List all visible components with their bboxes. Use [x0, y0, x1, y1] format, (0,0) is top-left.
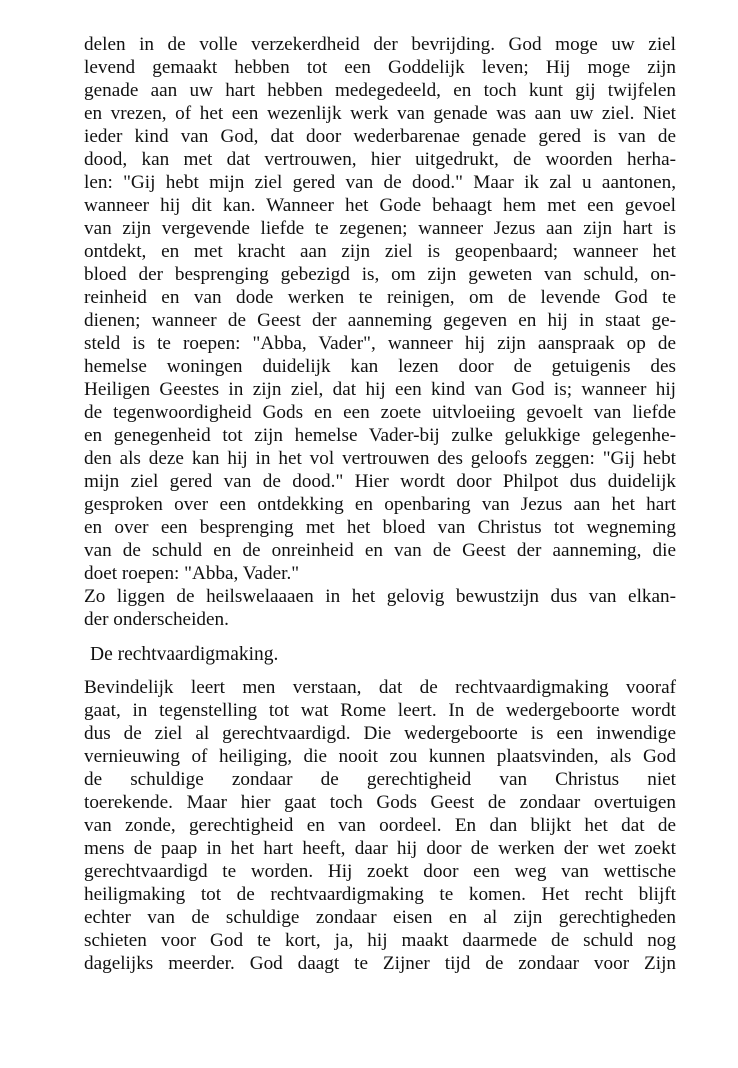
text-line: der onderscheiden.: [84, 609, 229, 630]
text-line: bloed der besprenging gebezigd is, om zijn geweten van schuld, on-: [84, 264, 676, 285]
text-line: dienen; wanneer de Geest der aanneming gegeven en hij in staat ge-: [84, 310, 676, 331]
text-line: delen in de volle verzekerdheid der bevrijding. God moge uw ziel: [84, 34, 676, 55]
text-line: de tegenwoordigheid Gods en een zoete uitvloeiing gevoelt van liefde: [84, 402, 676, 423]
text-line: ontdekt, en met kracht aan zijn ziel is geopenbaard; wanneer het: [84, 241, 676, 262]
text-line: wanneer hij dit kan. Wanneer het Gode behaagt hem met een gevoel: [84, 195, 676, 216]
text-line: ieder kind van God, dat door wederbarenae genade gered is van de: [84, 126, 676, 147]
text-line: dus de ziel al gerechtvaardigd. Die wedergeboorte is een inwendige: [84, 723, 676, 744]
text-line: echter van de schuldige zondaar eisen en al zijn gerechtigheden: [84, 907, 676, 928]
text-line: mens de paap in het hart heeft, daar hij door de werken der wet zoekt: [84, 838, 676, 859]
text-line: len: "Gij hebt mijn ziel gered van de dood." Maar ik zal u aantonen,: [84, 172, 676, 193]
text-line: vernieuwing of heiliging, die nooit zou kunnen plaatsvinden, als God: [84, 746, 676, 767]
text-line: van de schuld en de onreinheid en van de Geest der aanneming, die: [84, 540, 676, 561]
text-line: gesproken over een ontdekking en openbaring van Jezus aan het hart: [84, 494, 676, 515]
text-line: dood, kan met dat vertrouwen, hier uitgedrukt, de woorden herha-: [84, 149, 676, 170]
text-line: Heiligen Geestes in zijn ziel, dat hij een kind van God is; wanneer hij: [84, 379, 676, 400]
text-line: heiligmaking tot de rechtvaardigmaking te komen. Het recht blijft: [84, 884, 676, 905]
text-line: levend gemaakt hebben tot een Goddelijk leven; Hij moge zijn: [84, 57, 676, 78]
text-line: mijn ziel gered van de dood." Hier wordt door Philpot dus duidelijk: [84, 471, 676, 492]
text-line: Bevindelijk leert men verstaan, dat de rechtvaardigmaking vooraf: [84, 677, 676, 698]
text-line: en vrezen, of het een wezenlijk werk van genade was aan uw ziel. Niet: [84, 103, 676, 124]
text-line: de schuldige zondaar de gerechtigheid van Christus niet: [84, 769, 676, 790]
text-line: dagelijks meerder. God daagt te Zijner tijd de zondaar voor Zijn: [84, 953, 676, 974]
text-line: van zijn vergevende liefde te zegenen; wanneer Jezus aan zijn hart is: [84, 218, 676, 239]
text-line: toerekende. Maar hier gaat toch Gods Geest de zondaar overtuigen: [84, 792, 676, 813]
text-line: den als deze kan hij in het vol vertrouwen des geloofs zeggen: "Gij hebt: [84, 448, 676, 469]
text-line: doet roepen: "Abba, Vader.": [84, 563, 300, 584]
text-line: gaat, in tegenstelling tot wat Rome leert. In de wedergeboorte wordt: [84, 700, 676, 721]
text-line: van zonde, gerechtigheid en van oordeel. En dan blijkt het dat de: [84, 815, 676, 836]
text-line: en over een besprenging met het bloed van Christus tot wegneming: [84, 517, 676, 538]
text-line: reinheid en van dode werken te reinigen, om de levende God te: [84, 287, 676, 308]
text-line: gerechtvaardigd te worden. Hij zoekt door een weg van wettische: [84, 861, 676, 882]
text-line: hemelse woningen duidelijk kan lezen door de getuigenis des: [84, 356, 676, 377]
text-line: schieten voor God te kort, ja, hij maakt daarmede de schuld nog: [84, 930, 676, 951]
text-line: Zo liggen de heilswelaaaen in het gelovig bewustzijn dus van elkan-: [84, 586, 676, 607]
section-heading: De rechtvaardigmaking.: [90, 644, 279, 665]
text-line: steld is te roepen: "Abba, Vader", wanneer hij zijn aanspraak op de: [84, 333, 676, 354]
text-line: genade aan uw hart hebben medegedeeld, en toch kunt gij twijfelen: [84, 80, 676, 101]
text-line: en genegenheid tot zijn hemelse Vader-bij zulke gelukkige gelegenhe-: [84, 425, 676, 446]
